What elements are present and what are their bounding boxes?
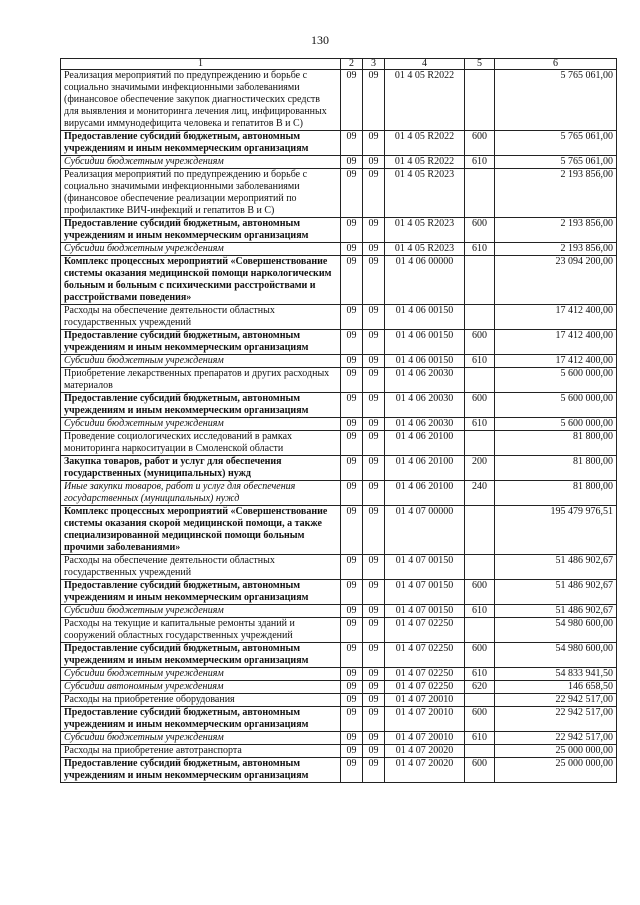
row-target-code: 01 4 06 20030 (385, 393, 465, 418)
row-target-code: 01 4 07 00000 (385, 506, 465, 555)
row-subsection: 09 (363, 256, 385, 305)
header-col-5: 5 (465, 59, 495, 70)
row-target-code: 01 4 05 R2023 (385, 243, 465, 256)
row-expense-type (465, 694, 495, 707)
row-section: 09 (341, 745, 363, 758)
row-target-code: 01 4 06 20100 (385, 481, 465, 506)
row-target-code: 01 4 05 R2022 (385, 156, 465, 169)
table-row (61, 668, 617, 681)
row-subsection: 09 (363, 732, 385, 745)
row-name: Реализация мероприятий по предупреждению и борьбе с социально значимыми инфекционными заболеваниями (финансовое обеспечение реализации мероприятий по профилактике ВИЧ-инфекций и гепатитов B и C) (61, 169, 341, 218)
table-row (61, 70, 617, 131)
table-row (61, 694, 617, 707)
row-amount: 22 942 517,00 (495, 707, 617, 732)
row-section: 09 (341, 368, 363, 393)
row-amount: 22 942 517,00 (495, 732, 617, 745)
row-expense-type (465, 305, 495, 330)
row-name: Проведение социологических исследований в рамках мониторинга наркоситуации в Смоленской области (61, 431, 341, 456)
row-name: Субсидии бюджетным учреждениям (61, 418, 341, 431)
row-amount: 51 486 902,67 (495, 580, 617, 605)
row-section: 09 (341, 506, 363, 555)
row-amount: 2 193 856,00 (495, 243, 617, 256)
header-col-1: 1 (61, 59, 341, 70)
row-subsection: 09 (363, 456, 385, 481)
row-target-code: 01 4 06 00150 (385, 305, 465, 330)
row-target-code: 01 4 05 R2022 (385, 70, 465, 131)
row-section: 09 (341, 707, 363, 732)
row-section: 09 (341, 481, 363, 506)
row-amount: 5 600 000,00 (495, 368, 617, 393)
row-amount: 5 765 061,00 (495, 131, 617, 156)
row-expense-type (465, 555, 495, 580)
row-section: 09 (341, 732, 363, 745)
row-subsection: 09 (363, 481, 385, 506)
row-name: Предоставление субсидий бюджетным, автономным учреждениям и иным некоммерческим организациям (61, 707, 341, 732)
row-name: Предоставление субсидий бюджетным, автономным учреждениям и иным некоммерческим организациям (61, 393, 341, 418)
row-section: 09 (341, 355, 363, 368)
row-amount: 51 486 902,67 (495, 605, 617, 618)
row-expense-type: 610 (465, 732, 495, 745)
row-section: 09 (341, 418, 363, 431)
row-name: Предоставление субсидий бюджетным, автономным учреждениям и иным некоммерческим организациям (61, 131, 341, 156)
table-row (61, 605, 617, 618)
row-amount: 51 486 902,67 (495, 555, 617, 580)
table-row (61, 156, 617, 169)
table-row (61, 305, 617, 330)
header-row (61, 59, 617, 70)
table-row (61, 618, 617, 643)
row-expense-type: 240 (465, 481, 495, 506)
row-name: Комплекс процессных мероприятий «Совершенствование системы оказания медицинской помощи наркологическим больным и больным с психическими расстройствами и расстройствами поведения» (61, 256, 341, 305)
row-name: Субсидии бюджетным учреждениям (61, 668, 341, 681)
table-row (61, 732, 617, 745)
row-amount: 17 412 400,00 (495, 305, 617, 330)
row-expense-type (465, 506, 495, 555)
row-target-code: 01 4 07 02250 (385, 668, 465, 681)
row-expense-type: 200 (465, 456, 495, 481)
table-row (61, 218, 617, 243)
row-subsection: 09 (363, 694, 385, 707)
row-target-code: 01 4 05 R2023 (385, 218, 465, 243)
row-name: Субсидии бюджетным учреждениям (61, 605, 341, 618)
header-col-3: 3 (363, 59, 385, 70)
row-amount: 5 600 000,00 (495, 418, 617, 431)
row-amount: 81 800,00 (495, 456, 617, 481)
row-name: Предоставление субсидий бюджетным, автономным учреждениям и иным некоммерческим организациям (61, 758, 341, 783)
row-name: Субсидии бюджетным учреждениям (61, 156, 341, 169)
row-target-code: 01 4 06 20030 (385, 418, 465, 431)
row-name: Расходы на приобретение оборудования (61, 694, 341, 707)
row-expense-type: 600 (465, 643, 495, 668)
table-row (61, 330, 617, 355)
table-row (61, 758, 617, 783)
row-expense-type (465, 256, 495, 305)
row-section: 09 (341, 456, 363, 481)
row-amount: 5 765 061,00 (495, 156, 617, 169)
row-subsection: 09 (363, 605, 385, 618)
row-section: 09 (341, 758, 363, 783)
row-expense-type: 610 (465, 668, 495, 681)
row-section: 09 (341, 131, 363, 156)
row-subsection: 09 (363, 355, 385, 368)
table-row (61, 131, 617, 156)
row-expense-type (465, 618, 495, 643)
row-subsection: 09 (363, 393, 385, 418)
table-row (61, 707, 617, 732)
row-subsection: 09 (363, 131, 385, 156)
row-name: Расходы на текущие и капитальные ремонты зданий и сооружений областных государственных учреждений (61, 618, 341, 643)
table-row (61, 256, 617, 305)
header-col-2: 2 (341, 59, 363, 70)
row-subsection: 09 (363, 305, 385, 330)
row-expense-type: 600 (465, 330, 495, 355)
row-section: 09 (341, 605, 363, 618)
header-col-4: 4 (385, 59, 465, 70)
row-amount: 146 658,50 (495, 681, 617, 694)
row-amount: 5 600 000,00 (495, 393, 617, 418)
row-name: Субсидии бюджетным учреждениям (61, 243, 341, 256)
row-target-code: 01 4 07 00150 (385, 605, 465, 618)
row-expense-type (465, 745, 495, 758)
row-name: Приобретение лекарственных препаратов и других расходных материалов (61, 368, 341, 393)
row-subsection: 09 (363, 431, 385, 456)
row-subsection: 09 (363, 555, 385, 580)
row-subsection: 09 (363, 506, 385, 555)
row-name: Расходы на обеспечение деятельности областных государственных учреждений (61, 305, 341, 330)
row-name: Предоставление субсидий бюджетным, автономным учреждениям и иным некоммерческим организациям (61, 218, 341, 243)
row-amount: 81 800,00 (495, 431, 617, 456)
row-section: 09 (341, 156, 363, 169)
row-amount: 54 980 600,00 (495, 618, 617, 643)
row-amount: 54 980 600,00 (495, 643, 617, 668)
row-subsection: 09 (363, 681, 385, 694)
row-target-code: 01 4 06 00150 (385, 330, 465, 355)
table-body (61, 70, 617, 783)
row-target-code: 01 4 07 02250 (385, 618, 465, 643)
row-subsection: 09 (363, 368, 385, 393)
row-section: 09 (341, 618, 363, 643)
row-expense-type: 600 (465, 707, 495, 732)
row-expense-type: 620 (465, 681, 495, 694)
header-col-6: 6 (495, 59, 617, 70)
row-expense-type (465, 70, 495, 131)
table-row (61, 431, 617, 456)
row-target-code: 01 4 05 R2023 (385, 169, 465, 218)
row-section: 09 (341, 393, 363, 418)
row-name: Предоставление субсидий бюджетным, автономным учреждениям и иным некоммерческим организациям (61, 580, 341, 605)
row-target-code: 01 4 06 20030 (385, 368, 465, 393)
row-expense-type (465, 431, 495, 456)
row-section: 09 (341, 70, 363, 131)
row-target-code: 01 4 07 00150 (385, 580, 465, 605)
table-row (61, 481, 617, 506)
row-expense-type: 610 (465, 243, 495, 256)
row-section: 09 (341, 555, 363, 580)
row-expense-type: 600 (465, 131, 495, 156)
row-section: 09 (341, 256, 363, 305)
table-row (61, 393, 617, 418)
row-amount: 195 479 976,51 (495, 506, 617, 555)
row-target-code: 01 4 07 20010 (385, 694, 465, 707)
row-name: Реализация мероприятий по предупреждению и борьбе с социально значимыми инфекционными заболеваниями (финансовое обеспечение закупок диагностических средств для выявления и мониторинга лечения лиц, инфицированных вирусами иммунодефицита человека и гепатитов B и C) (61, 70, 341, 131)
row-target-code: 01 4 06 20100 (385, 456, 465, 481)
table-row (61, 243, 617, 256)
row-subsection: 09 (363, 580, 385, 605)
row-name: Комплекс процессных мероприятий «Совершенствование системы оказания скорой медицинской помощи, а также специализированной медицинской помощи больным прочими заболеваниями» (61, 506, 341, 555)
row-target-code: 01 4 07 20020 (385, 745, 465, 758)
row-section: 09 (341, 218, 363, 243)
table-row (61, 169, 617, 218)
row-amount: 17 412 400,00 (495, 330, 617, 355)
row-subsection: 09 (363, 707, 385, 732)
page-number: 130 (311, 33, 329, 47)
row-amount: 17 412 400,00 (495, 355, 617, 368)
row-amount: 2 193 856,00 (495, 218, 617, 243)
table-row (61, 456, 617, 481)
row-target-code: 01 4 07 20010 (385, 707, 465, 732)
row-name: Расходы на обеспечение деятельности областных государственных учреждений (61, 555, 341, 580)
row-name: Субсидии бюджетным учреждениям (61, 732, 341, 745)
row-section: 09 (341, 330, 363, 355)
row-expense-type: 600 (465, 218, 495, 243)
row-name: Субсидии бюджетным учреждениям (61, 355, 341, 368)
row-section: 09 (341, 643, 363, 668)
row-target-code: 01 4 07 00150 (385, 555, 465, 580)
budget-table (60, 58, 617, 783)
row-amount: 25 000 000,00 (495, 745, 617, 758)
row-target-code: 01 4 06 00000 (385, 256, 465, 305)
row-section: 09 (341, 431, 363, 456)
table-row (61, 580, 617, 605)
row-expense-type: 610 (465, 605, 495, 618)
row-amount: 81 800,00 (495, 481, 617, 506)
row-expense-type: 600 (465, 580, 495, 605)
row-subsection: 09 (363, 668, 385, 681)
row-amount: 5 765 061,00 (495, 70, 617, 131)
row-name: Иные закупки товаров, работ и услуг для обеспечения государственных (муниципальных) нужд (61, 481, 341, 506)
row-expense-type (465, 368, 495, 393)
table-row (61, 506, 617, 555)
row-name: Закупка товаров, работ и услуг для обеспечения государственных (муниципальных) нужд (61, 456, 341, 481)
table-row (61, 355, 617, 368)
table-row (61, 745, 617, 758)
row-amount: 54 833 941,50 (495, 668, 617, 681)
row-expense-type: 610 (465, 418, 495, 431)
row-target-code: 01 4 07 20010 (385, 732, 465, 745)
row-expense-type: 610 (465, 355, 495, 368)
table-row (61, 418, 617, 431)
row-target-code: 01 4 06 00150 (385, 355, 465, 368)
row-subsection: 09 (363, 643, 385, 668)
row-name: Расходы на приобретение автотранспорта (61, 745, 341, 758)
row-target-code: 01 4 05 R2022 (385, 131, 465, 156)
row-expense-type (465, 169, 495, 218)
row-subsection: 09 (363, 418, 385, 431)
row-target-code: 01 4 06 20100 (385, 431, 465, 456)
row-subsection: 09 (363, 169, 385, 218)
row-section: 09 (341, 243, 363, 256)
row-subsection: 09 (363, 243, 385, 256)
row-subsection: 09 (363, 745, 385, 758)
row-subsection: 09 (363, 218, 385, 243)
row-amount: 2 193 856,00 (495, 169, 617, 218)
row-amount: 22 942 517,00 (495, 694, 617, 707)
row-target-code: 01 4 07 02250 (385, 681, 465, 694)
table-row (61, 555, 617, 580)
row-section: 09 (341, 169, 363, 218)
row-subsection: 09 (363, 330, 385, 355)
row-section: 09 (341, 681, 363, 694)
row-amount: 25 000 000,00 (495, 758, 617, 783)
row-section: 09 (341, 668, 363, 681)
table-row (61, 368, 617, 393)
row-expense-type: 600 (465, 393, 495, 418)
row-subsection: 09 (363, 758, 385, 783)
row-name: Предоставление субсидий бюджетным, автономным учреждениям и иным некоммерческим организациям (61, 643, 341, 668)
row-name: Субсидии автономным учреждениям (61, 681, 341, 694)
row-section: 09 (341, 305, 363, 330)
row-amount: 23 094 200,00 (495, 256, 617, 305)
row-target-code: 01 4 07 20020 (385, 758, 465, 783)
table-row (61, 681, 617, 694)
row-expense-type: 610 (465, 156, 495, 169)
row-subsection: 09 (363, 618, 385, 643)
row-section: 09 (341, 694, 363, 707)
table-row (61, 643, 617, 668)
row-subsection: 09 (363, 70, 385, 131)
row-section: 09 (341, 580, 363, 605)
row-name: Предоставление субсидий бюджетным, автономным учреждениям и иным некоммерческим организациям (61, 330, 341, 355)
row-expense-type: 600 (465, 758, 495, 783)
row-subsection: 09 (363, 156, 385, 169)
row-target-code: 01 4 07 02250 (385, 643, 465, 668)
